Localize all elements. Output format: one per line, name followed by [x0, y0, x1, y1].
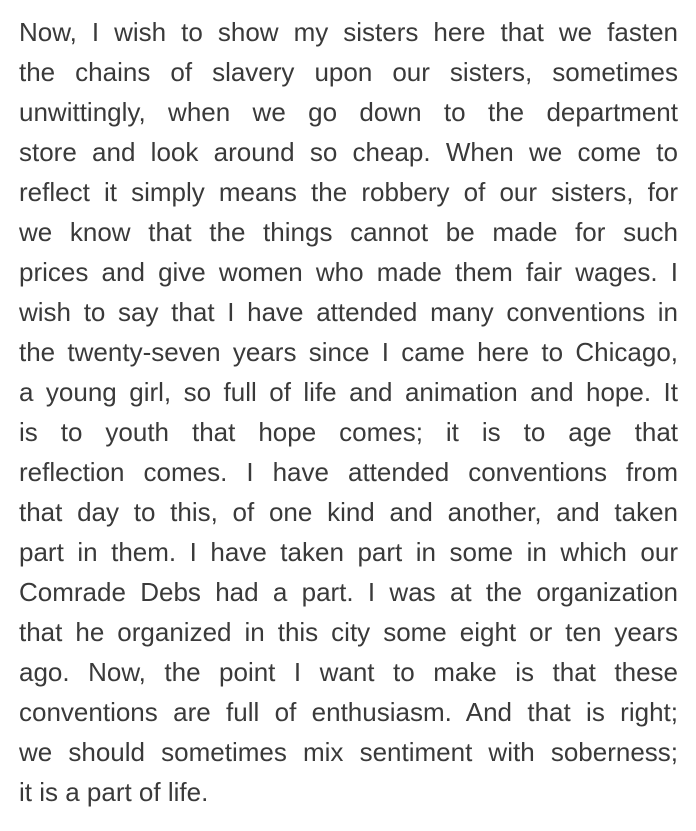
text-line: wish to say that I have attended many conventions in [19, 297, 678, 327]
speech-paragraph [19, 12, 678, 812]
text-line: Comrade Debs had a part. I was at the organization [19, 577, 678, 607]
text-line: ago. Now, the point I want to make is that these [19, 657, 678, 687]
text-line: we know that the things cannot be made for such [19, 217, 678, 247]
text-line: part in them. I have taken part in some in which our [19, 537, 678, 567]
text-line: that day to this, of one kind and another, and taken [19, 497, 678, 527]
text-line: unwittingly, when we go down to the department [19, 97, 678, 127]
text-line: store and look around so cheap. When we come to [19, 137, 678, 167]
text-line: prices and give women who made them fair wages. I [19, 257, 678, 287]
text-line: Now, I wish to show my sisters here that we fasten [19, 17, 678, 47]
text-line: the chains of slavery upon our sisters, sometimes [19, 57, 678, 87]
text-line: a young girl, so full of life and animation and hope. It [19, 377, 678, 407]
text-line: that he organized in this city some eight or ten years [19, 617, 678, 647]
text-line: we should sometimes mix sentiment with soberness; [19, 737, 678, 767]
document-page [19, 12, 678, 812]
text-line: the twenty-seven years since I came here to Chicago, [19, 337, 678, 367]
text-line: conventions are full of enthusiasm. And that is right; [19, 697, 678, 727]
text-line: it is a part of life. [19, 777, 209, 807]
text-line: reflect it simply means the robbery of our sisters, for [19, 177, 678, 207]
text-line: reflection comes. I have attended conventions from [19, 457, 678, 487]
text-line: is to youth that hope comes; it is to age that [19, 417, 678, 447]
